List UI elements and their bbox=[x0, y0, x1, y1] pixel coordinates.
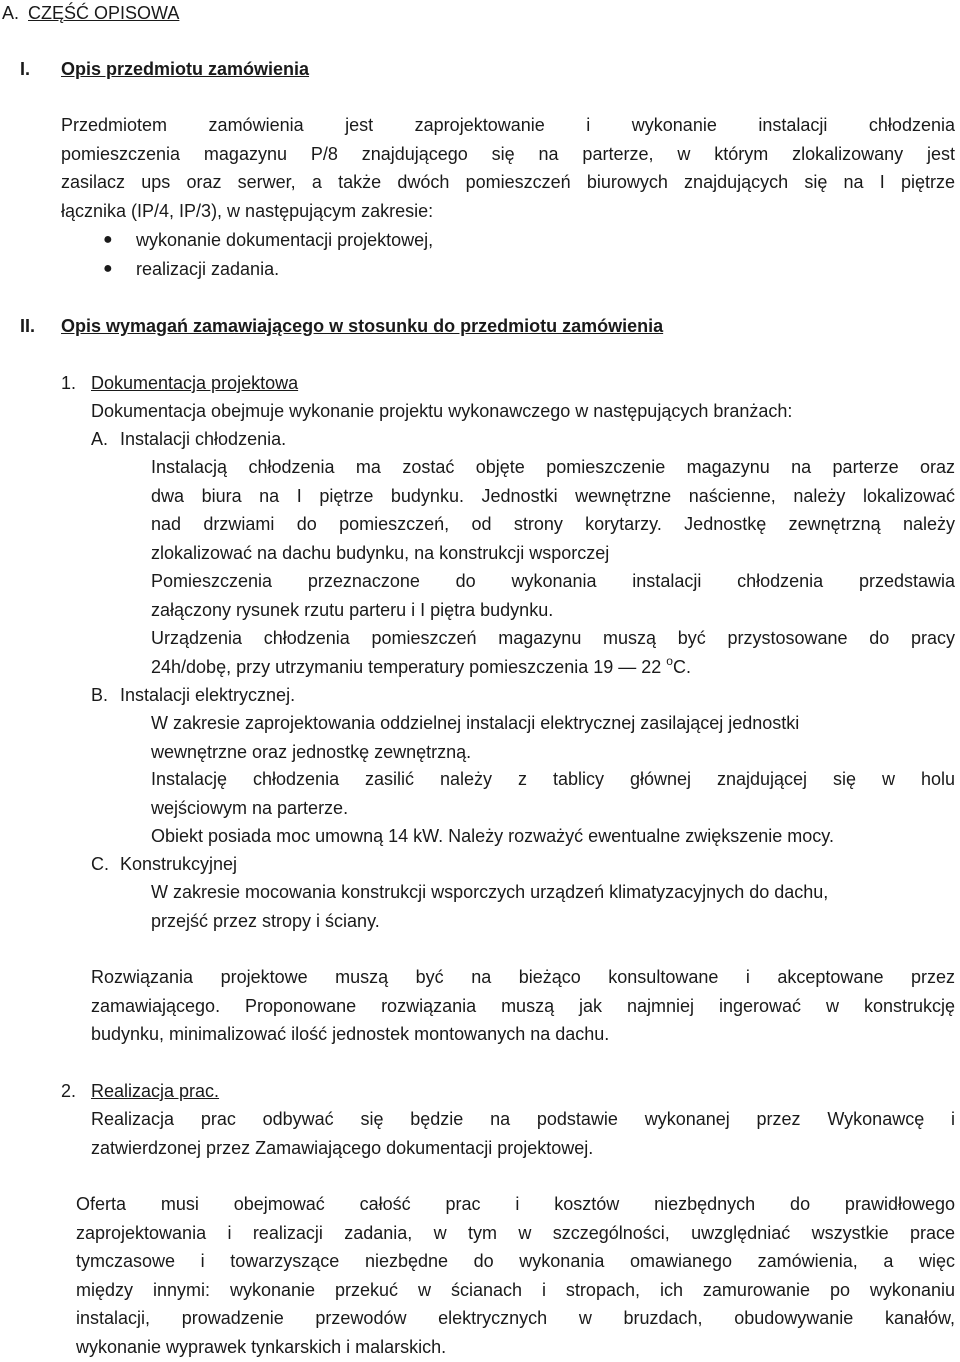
text-line: zaprojektowania i realizacji zadania, w tym w szczególności, uwzględniać wszystkie prace bbox=[76, 1222, 955, 1243]
item-2-number: 2. bbox=[61, 1081, 77, 1101]
text-line: zamawiającego. Proponowane rozwiązania muszą jak najmniej ingerować w konstrukcję bbox=[91, 995, 955, 1016]
section-1-intro bbox=[61, 111, 955, 225]
list-item: ● realizacji zadania. bbox=[136, 255, 936, 284]
text-line: instalacji, prowadzenie przewodów elektrycznych w bruzdach, obudowywanie kanałów, bbox=[76, 1308, 955, 1329]
offer-paragraph bbox=[76, 1190, 955, 1362]
sub-c-label: C. bbox=[91, 854, 109, 874]
text-line: wejściowym na parterze. bbox=[151, 797, 349, 818]
text-line: W zakresie mocowania konstrukcji wsporczych urządzeń klimatyzacyjnych do dachu, bbox=[151, 882, 829, 902]
scope-bullet-list bbox=[103, 226, 936, 283]
item-2-title: Realizacja prac. bbox=[91, 1081, 220, 1101]
section-2-number: II. bbox=[20, 316, 36, 336]
part-title: CZĘŚĆ OPISOWA bbox=[28, 3, 180, 23]
list-item: ● wykonanie dokumentacji projektowej, bbox=[136, 226, 936, 255]
degree-superscript: o bbox=[666, 653, 673, 668]
section-2-title: Opis wymagań zamawiającego w stosunku do przedmiotu zamówienia bbox=[61, 316, 664, 336]
text-line: tymczasowe i towarzyszące niezbędne do wykonania omawianego zamówienia, a więc bbox=[76, 1251, 955, 1272]
text-line: Pomieszczenia przeznaczone do wykonania instalacji chłodzenia przedstawia bbox=[151, 571, 955, 591]
text-line: W zakresie zaprojektowania oddzielnej instalacji elektrycznej zasilającej jednostki bbox=[151, 713, 800, 733]
text-line: Instalację chłodzenia zasilić należy z tablicy głównej znajdującej się w holu bbox=[151, 769, 955, 789]
bullet-icon: ● bbox=[103, 231, 113, 248]
item-1-intro: Dokumentacja obejmuje wykonanie projektu wykonawczego w następujących branżach: bbox=[91, 401, 793, 421]
text-line: załączony rysunek rzutu parteru i I piętra budynku. bbox=[151, 599, 554, 620]
text-line: zasilacz ups oraz serwer, a także dwóch pomieszczeń biurowych znajdujących się na I piętrze bbox=[61, 172, 955, 193]
sub-b-title: Instalacji elektrycznej. bbox=[120, 685, 296, 705]
sub-b-label: B. bbox=[91, 685, 109, 705]
text-line: budynku, minimalizować ilość jednostek montowanych na dachu. bbox=[91, 1024, 610, 1045]
text-line: Przedmiotem zamówienia jest zaprojektowanie i wykonanie instalacji chłodzenia bbox=[61, 115, 955, 135]
text-line: między innymi: wykonanie przekuć w ścianach i stropach, ich zamurowanie po wykonaniu bbox=[76, 1279, 955, 1300]
sub-a-paragraph-2 bbox=[151, 567, 955, 624]
sub-c-paragraph bbox=[151, 878, 955, 935]
text-line: 24h/dobę, przy utrzymaniu temperatury pomieszczenia 19 — 22 $^o$C. bbox=[151, 653, 691, 677]
text-line: pomieszczenia magazynu P/8 znajdującego się na parterze, w którym zlokalizowany jest bbox=[61, 143, 955, 164]
text-line: łącznika (IP/4, IP/3), w następującym zakresie: bbox=[61, 200, 434, 221]
text-line: zatwierdzonej przez Zamawiającego dokumentacji projektowej. bbox=[91, 1137, 594, 1158]
text-line: wykonanie wyprawek tynkarskich i malarskich. bbox=[76, 1336, 447, 1357]
text-line: Instalacją chłodzenia ma zostać objęte pomieszczenie magazynu na parterze oraz bbox=[151, 457, 955, 477]
bullet-icon: ● bbox=[103, 259, 113, 277]
text-line: Rozwiązania projektowe muszą być na bieżąco konsultowane i akceptowane przez bbox=[91, 967, 955, 987]
text-line: przejść przez stropy i ściany. bbox=[151, 910, 380, 931]
sub-b-paragraph-1 bbox=[151, 709, 955, 766]
text-line: Urządzenia chłodzenia pomieszczeń magazynu muszą być przystosowane do pracy bbox=[151, 628, 955, 648]
text-line: wewnętrzne oraz jednostkę zewnętrzną. bbox=[151, 741, 472, 762]
part-letter: A. bbox=[2, 3, 20, 23]
sub-c-title: Konstrukcyjnej bbox=[120, 854, 238, 874]
sub-a-title: Instalacji chłodzenia. bbox=[120, 429, 287, 449]
item-1-title: Dokumentacja projektowa bbox=[91, 373, 299, 393]
section-1-title: Opis przedmiotu zamówienia bbox=[61, 59, 310, 79]
text-line: Oferta musi obejmować całość prac i kosztów niezbędnych do prawidłowego bbox=[76, 1194, 955, 1214]
sub-a-paragraph-3 bbox=[151, 624, 955, 683]
item-2-paragraph bbox=[91, 1105, 955, 1162]
text-line: Realizacja prac odbywać się będzie na podstawie wykonanej przez Wykonawcę i bbox=[91, 1109, 955, 1129]
section-1-number: I. bbox=[20, 59, 31, 79]
design-consultation-paragraph bbox=[91, 963, 955, 1049]
text-line: zlokalizować na dachu budynku, na konstrukcji wsporczej bbox=[151, 542, 610, 563]
item-1-number: 1. bbox=[61, 373, 77, 393]
text-line: nad drzwiami do pomieszczeń, od strony korytarzy. Jednostkę zewnętrzną należy bbox=[151, 514, 955, 535]
text-line: dwa biura na I piętrze budynku. Jednostki wewnętrzne naścienne, należy lokalizować bbox=[151, 485, 955, 506]
part-heading bbox=[2, 0, 179, 28]
sub-a-paragraph-1 bbox=[151, 453, 955, 567]
sub-b-paragraph-3: Obiekt posiada moc umowną 14 kW. Należy rozważyć ewentualne zwiększenie mocy. bbox=[151, 826, 834, 846]
sub-a-label: A. bbox=[91, 429, 109, 449]
sub-b-paragraph-2 bbox=[151, 765, 955, 822]
